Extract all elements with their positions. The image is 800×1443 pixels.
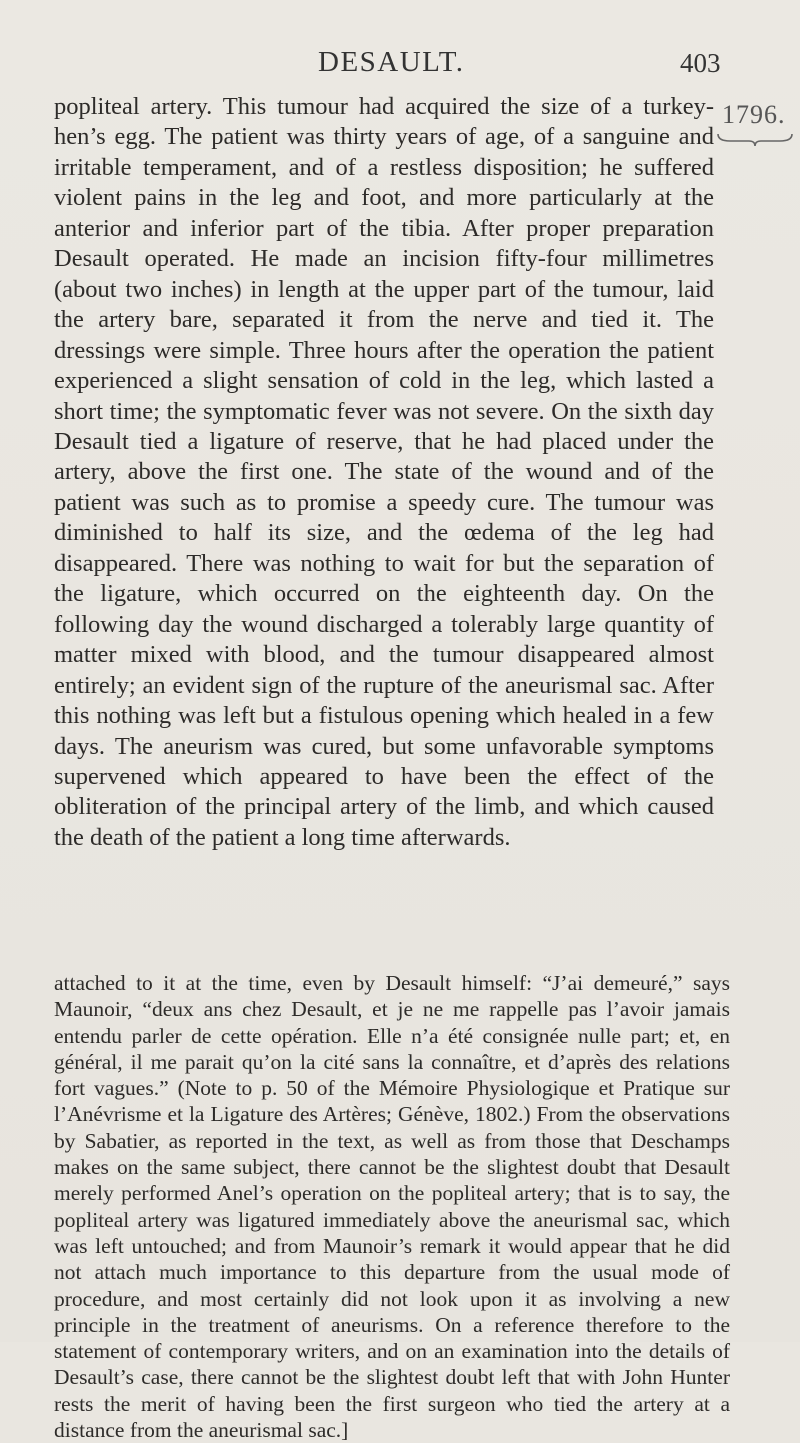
footnote: attached to it at the time, even by Desault himself: “J’ai demeuré,” says Maunoir, “deux ans chez Desault, et je ne me rappelle pas l’avoir jamais entendu parler de cette opération. Elle n’a été consignée nulle part; et, en général, il me parait qu’on la cité sans la connaître, et d’après des relations fort vagues.” (Note to p. 50 of the Mémoire Physiologique et Pratique sur l’Anévrisme et la Ligature des Artères; Génève, 1802.) From the observations by Sabatier, as reported in the text, as well as from those that Deschamps makes on the same subject, there cannot be the slightest doubt that Desault merely performed Anel’s operation on the popliteal artery; that is to say, the popliteal artery was ligatured immediately above the aneurismal sac, which was left untouched; and from Maunoir’s remark it would appear that he did not attach much importance to this departure from the usual mode of procedure, and most certainly did not look upon it as involving a new principle in the treatment of aneurisms. On a reference therefore to the statement of contemporary writers, and on an examination into the details of Desault’s case, there cannot be the slightest doubt left that with John Hunter rests the merit of having been the first surgeon who tied the artery at a distance from the aneurismal sac.] [54, 971, 730, 1443]
running-title: DESAULT. [318, 46, 465, 78]
margin-year: 1796. [722, 100, 786, 129]
main-paragraph: popliteal artery. This tumour had acquired the size of a turkey-hen’s egg. The patient was thirty years of age, of a sanguine and irritable temperament, and of a restless disposition; he suffered violent pains in the leg and foot, and more particularly at the anterior and inferior part of the tibia. After proper preparation Desault operated. He made an incision fifty-four millimetres (about two inches) in length at the upper part of the tumour, laid the artery bare, separated it from the nerve and tied it. The dressings were simple. Three hours after the operation the patient experienced a slight sensation of cold in the leg, which lasted a short time; the symptomatic fever was not severe. On the sixth day Desault tied a ligature of reserve, that he had placed under the artery, above the first one. The state of the wound and of the patient was such as to promise a speedy cure. The tumour was diminished to half its size, and the œdema of the leg had disappeared. There was nothing to wait for but the separation of the ligature, which occurred on the eighteenth day. On the following day the wound discharged a tolerably large quantity of matter mixed with blood, and the tumour disappeared almost entirely; an evident sign of the rupture of the aneurismal sac. After this nothing was left but a fistulous opening which healed in a few days. The aneurism was cured, but some unfavorable symptoms supervened which appeared to have been the effect of the obliteration of the principal artery of the limb, and which caused the death of the patient a long time afterwards. [54, 93, 714, 851]
running-head [0, 46, 800, 86]
margin-brace-icon [716, 131, 794, 147]
page-number: 403 [680, 48, 721, 78]
